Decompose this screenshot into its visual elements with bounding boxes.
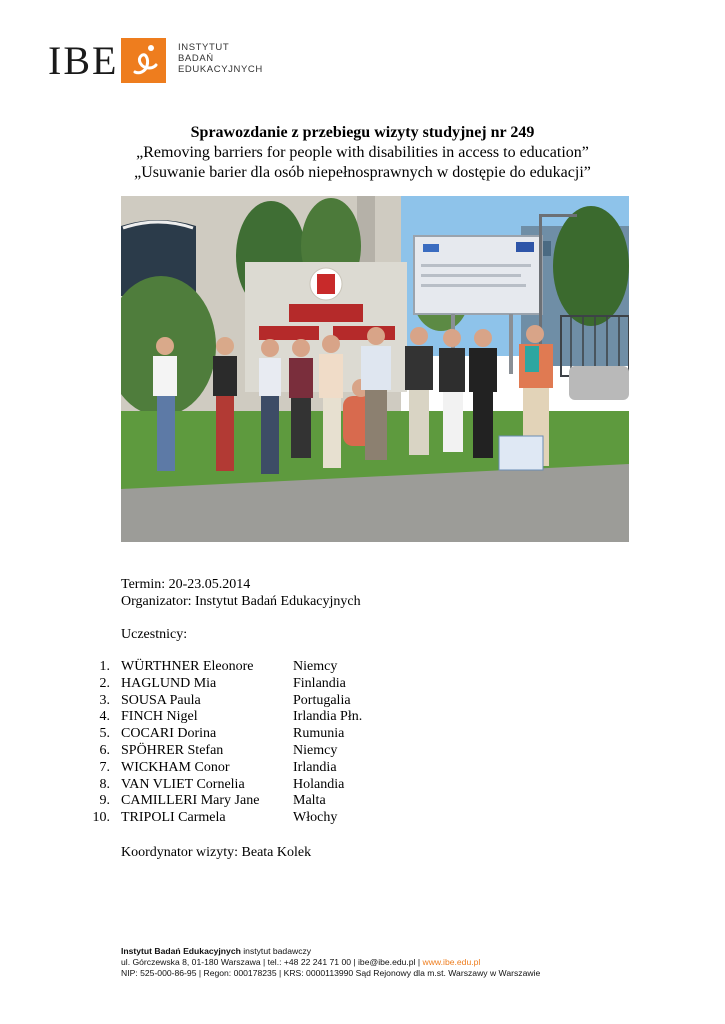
- footer-website-link[interactable]: www.ibe.edu.pl: [422, 957, 481, 967]
- visit-title-pl: „Usuwanie barier dla osób niepełnosprawnych w dostępie do edukacji”: [134, 164, 591, 181]
- footer-org-type: instytut badawczy: [240, 946, 312, 956]
- visit-info: [121, 576, 361, 643]
- logo-mark-icon: [121, 38, 166, 83]
- participants-label: Uczestnicy:: [121, 627, 188, 642]
- document-title: [0, 123, 725, 183]
- report-title: Sprawozdanie z przebiegu wizyty studyjnej nr 249: [190, 124, 535, 141]
- footer-org-name: Instytut Badań Edukacyjnych: [121, 946, 241, 956]
- footer-address-line: [121, 957, 540, 968]
- footer-registry: NIP: 525-000-86-95 | Regon: 000178235 | KRS: 0000113990 Sąd Rejonowy dla m.st. Warszawy w Warszawie: [121, 968, 541, 978]
- group-photo: [121, 196, 629, 542]
- page-footer: [121, 946, 540, 979]
- footer-address: ul. Górczewska 8, 01-180 Warszawa | tel.: +48 22 241 71 00 | ibe@ibe.edu.pl |: [121, 957, 423, 967]
- term-text: Termin: 20-23.05.2014: [121, 577, 251, 592]
- organizer-text: Organizator: Instytut Badań Edukacyjnych: [121, 594, 361, 609]
- footer-org-line: [121, 946, 540, 957]
- logo-text: IBE: [48, 38, 119, 83]
- coordinator-text: Koordynator wizyty: Beata Kolek: [121, 845, 312, 860]
- visit-title-en: „Removing barriers for people with disabilities in access to education”: [136, 144, 589, 161]
- institute-name: INSTYTUT BADAŃ EDUKACYJNYCH: [178, 42, 263, 75]
